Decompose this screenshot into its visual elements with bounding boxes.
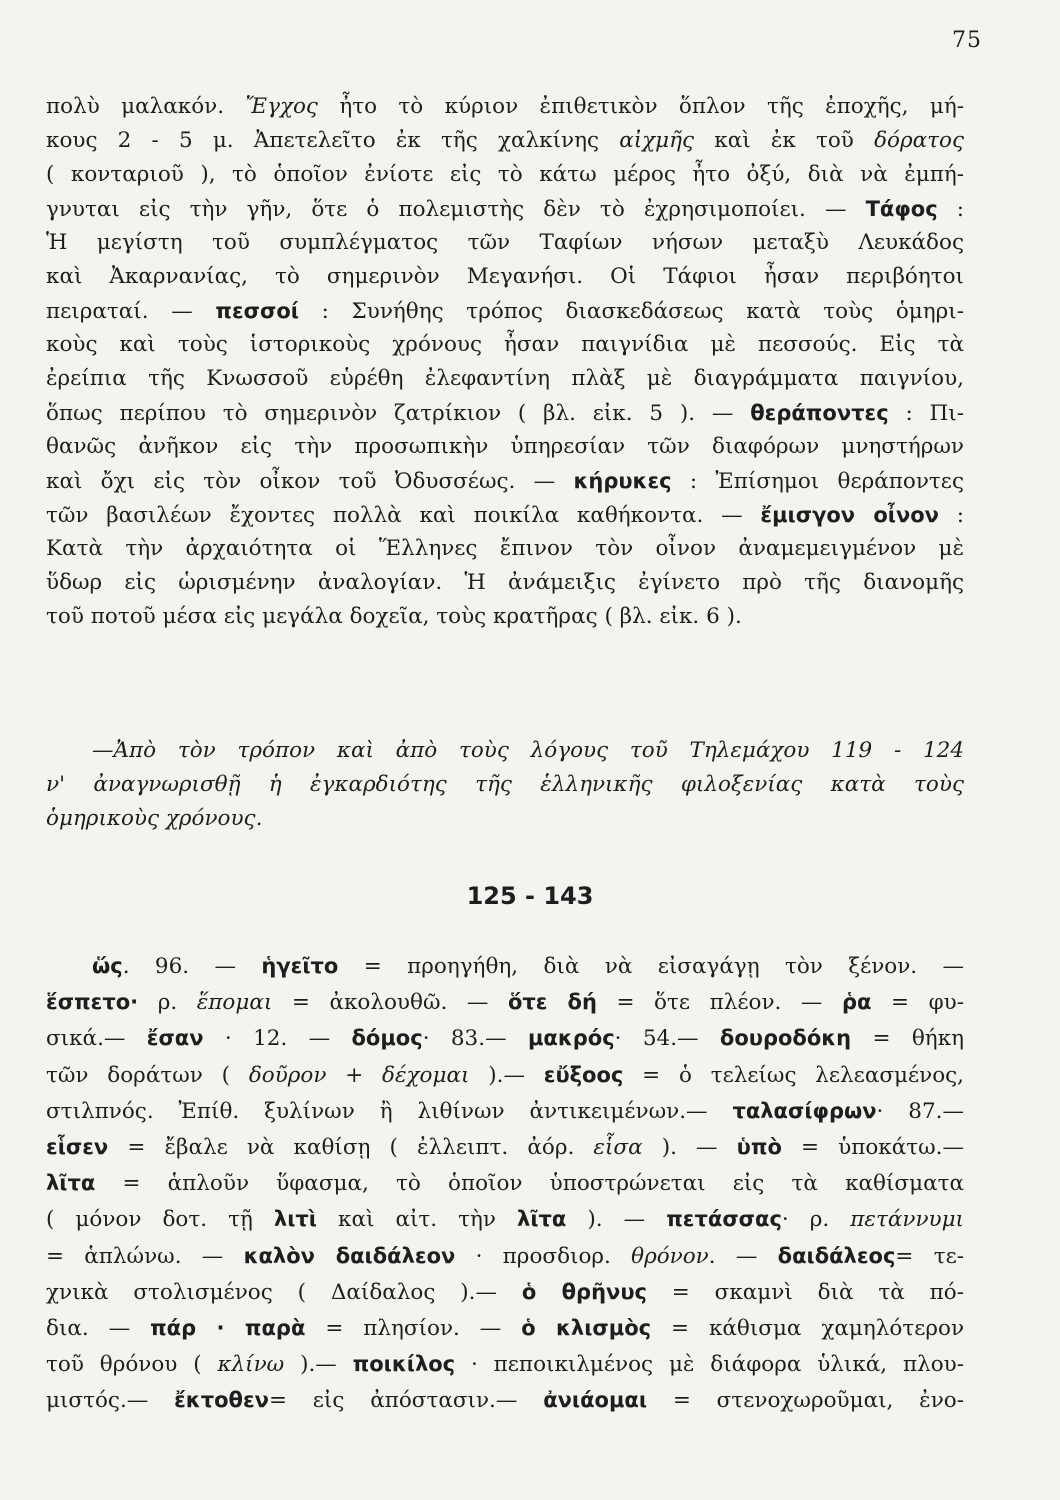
text-line: χνικὰ στολισμένος ( Δαίδαλος ).— ὁ θρῆνυς = σκαμνὶ διὰ τὰ πό- bbox=[46, 1279, 964, 1305]
text-line: μιστός.— ἔκτοθεν= εἰς ἀπόστασιν.— ἀνιάομαι = στενοχωροῦμαι, ἐνο- bbox=[46, 1388, 964, 1414]
commentary-block-1 bbox=[46, 90, 964, 634]
text-line: ὅπως περίπου τὸ σημερινὸν ζατρίκιον ( βλ. εἰκ. 5 ). — θεράποντες : Πι- bbox=[46, 401, 964, 426]
text-line: τῶν δοράτων ( δοῦρον + δέχομαι ).— εὔξοος = ὁ τελείως λελεασμένος, bbox=[46, 1062, 964, 1088]
text-line: σικά.— ἔσαν · 12. — δόμος· 83.— μακρός· 54.— δουροδόκη = θήκη bbox=[46, 1026, 964, 1052]
text-line: ὁμηρικοὺς χρόνους. bbox=[46, 806, 263, 831]
text-line: κοὺς καὶ τοὺς ἱστορικοὺς χρόνους ἦσαν παιγνίδια μὲ πεσσούς. Εἰς τὰ bbox=[46, 332, 964, 357]
commentary-block-2 bbox=[46, 734, 964, 836]
text-line: γνυται εἰς τὴν γῆν, ὅτε ὁ πολεμιστὴς δὲν τὸ ἐχρησιμοποίει. — Τάφος : bbox=[46, 197, 964, 222]
text-line: ( κονταριοῦ ), τὸ ὁποῖον ἐνίοτε εἰς τὸ κάτω μέρος ἦτο ὀξύ, διὰ νὰ ἐμπή- bbox=[46, 162, 964, 187]
text-line: πολὺ μαλακόν. Ἔγχος ἦτο τὸ κύριον ἐπιθετικὸν ὅπλον τῆς ἐποχῆς, μή- bbox=[46, 94, 964, 119]
text-line: τοῦ ποτοῦ μέσα εἰς μεγάλα δοχεῖα, τοὺς κρατῆρας ( βλ. εἰκ. 6 ). bbox=[46, 604, 742, 629]
text-line: Ἡ μεγίστη τοῦ συμπλέγματος τῶν Ταφίων νήσων μεταξὺ Λευκάδος bbox=[46, 230, 964, 255]
text-line: καὶ ὄχι εἰς τὸν οἶκον τοῦ Ὀδυσσέως. — κήρυκες : Ἐπίσημοι θεράποντες bbox=[46, 469, 964, 494]
text-line: τοῦ θρόνου ( κλίνω ).— ποικίλος · πεποικιλμένος μὲ διάφορα ὑλικά, πλου- bbox=[46, 1352, 964, 1378]
text-line: εἷσεν = ἔβαλε νὰ καθίσῃ ( ἐλλειπτ. ἀόρ. εἷσα ). — ὑπὸ = ὑποκάτω.— bbox=[46, 1134, 964, 1160]
text-line: Κατὰ τὴν ἀρχαιότητα οἱ Ἕλληνες ἔπινον τὸν οἶνον ἀναμεμειγμένον μὲ bbox=[46, 536, 964, 561]
text-line: ἐρείπια τῆς Κνωσσοῦ εὑρέθη ἐλεφαντίνη πλὰξ μὲ διαγράμματα παιγνίου, bbox=[46, 366, 964, 391]
text-line: —Ἀπὸ τὸν τρόπον καὶ ἀπὸ τοὺς λόγους τοῦ Τηλεμάχου 119 - 124 bbox=[92, 738, 964, 763]
text-line: πειραταί. — πεσσοί : Συνήθης τρόπος διασκεδάσεως κατὰ τοὺς ὁμηρι- bbox=[46, 299, 964, 324]
text-line: ν' ἀναγνωρισθῇ ἡ ἐγκαρδιότης τῆς ἑλληνικῆς φιλοξενίας κατὰ τοὺς bbox=[46, 772, 964, 797]
text-line: λῖτα = ἁπλοῦν ὕφασμα, τὸ ὁποῖον ὑποστρώνεται εἰς τὰ καθίσματα bbox=[46, 1171, 964, 1197]
text-line: ἕσπετο· ρ. ἕπομαι = ἀκολουθῶ. — ὅτε δή = ὅτε πλέον. — ῥα = φυ- bbox=[46, 990, 964, 1016]
text-line: δια. — πάρ · παρὰ = πλησίον. — ὁ κλισμὸς = κάθισμα χαμηλότερον bbox=[46, 1315, 964, 1341]
page-number: 75 bbox=[952, 28, 982, 53]
text-line: ὕδωρ εἰς ὡρισμένην ἀναλογίαν. Ἡ ἀνάμειξις ἐγίνετο πρὸ τῆς διανομῆς bbox=[46, 570, 964, 595]
text-line: ὥς. 96. — ἡγεῖτο = προηγήθη, διὰ νὰ εἰσαγάγῃ τὸν ξένον. — bbox=[92, 954, 964, 979]
glossary-block bbox=[46, 948, 964, 1418]
text-line: καὶ Ἀκαρνανίας, τὸ σημερινὸν Μεγανήσι. Οἱ Τάφιοι ἦσαν περιβόητοι bbox=[46, 264, 964, 289]
text-line: τῶν βασιλέων ἔχοντες πολλὰ καὶ ποικίλα καθήκοντα. — ἔμισγον οἶνον : bbox=[46, 503, 964, 528]
section-heading: 125 - 143 bbox=[466, 882, 594, 910]
text-line: θανῶς ἀνῆκον εἰς τὴν προσωπικὴν ὑπηρεσίαν τῶν διαφόρων μνηστήρων bbox=[46, 434, 964, 459]
text-line: ( μόνον δοτ. τῇ λιτὶ καὶ αἰτ. τὴν λῖτα ). — πετάσσας· ρ. πετάννυμι bbox=[46, 1207, 964, 1233]
text-line: στιλπνός. Ἐπίθ. ξυλίνων ἢ λιθίνων ἀντικειμένων.— ταλασίφρων· 87.— bbox=[46, 1098, 964, 1124]
text-line: κους 2 - 5 μ. Ἀπετελεῖτο ἐκ τῆς χαλκίνης αἰχμῆς καὶ ἐκ τοῦ δόρατος bbox=[46, 128, 964, 153]
text-line: = ἁπλώνω. — καλὸν δαιδάλεον · προσδιορ. θρόνον. — δαιδάλεος= τε- bbox=[46, 1243, 964, 1269]
